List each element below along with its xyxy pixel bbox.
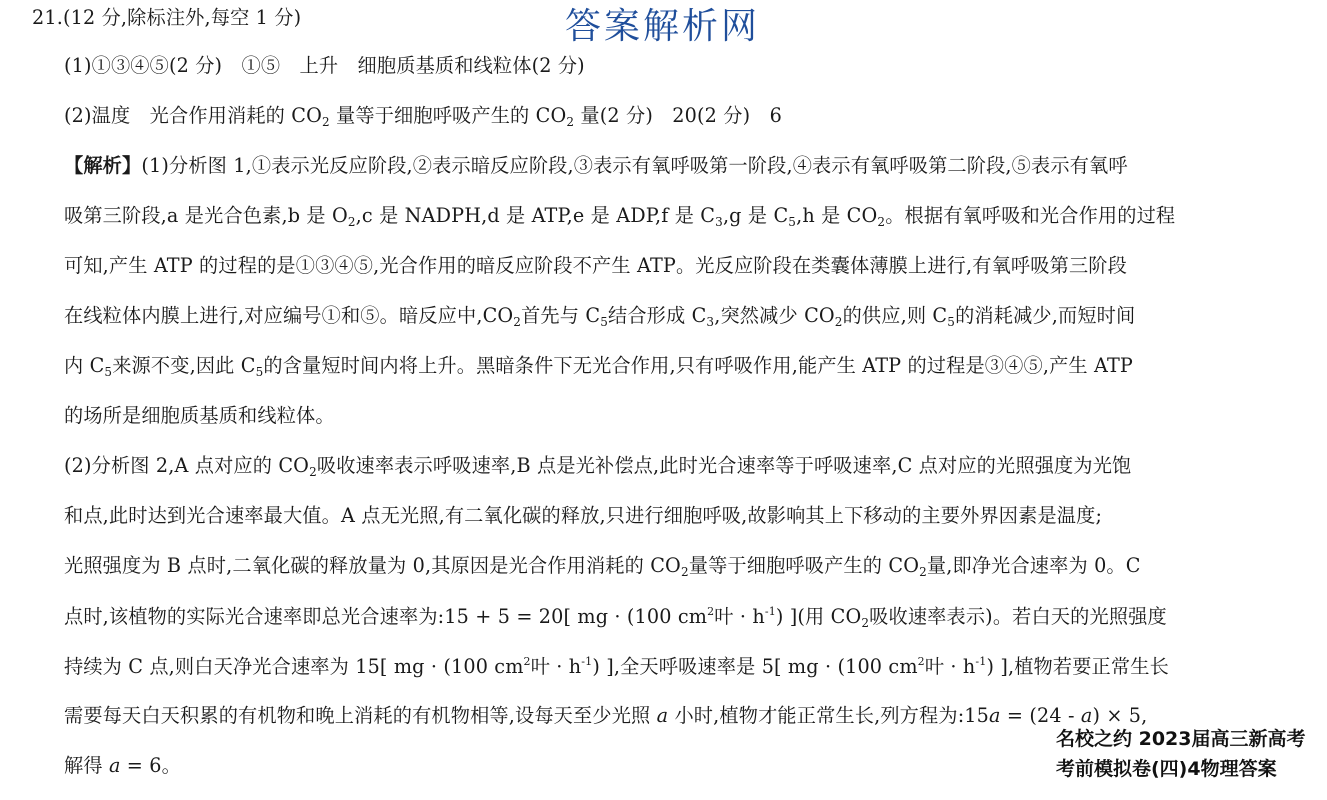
analysis-paragraph-1-line-3: 可知,产生 ATP 的过程的是①③④⑤,光合作用的暗反应阶段不产生 ATP。光反应阶段在类囊体薄膜上进行,有氧呼吸第三阶段: [64, 254, 1127, 277]
analysis-paragraph-1-line-6: 的场所是细胞质基质和线粒体。: [64, 404, 335, 427]
analysis-paragraph-2-line-2: 和点,此时达到光合速率最大值。A 点无光照,有二氧化碳的释放,只进行细胞呼吸,故影响其上下移动的主要外界因素是温度;: [64, 504, 1103, 527]
analysis-paragraph-1-line-4: 在线粒体内膜上进行,对应编号①和⑤。暗反应中$,CO_2$首先与 $C_5$结合形成 $C_3$,突然减少 $CO_2$的供应,则 $C_5$的消耗减少,而短时间: [64, 304, 1136, 329]
analysis-paragraph-2-line-6: 需要每天白天积累的有机物和晚上消耗的有机物相等,设每天至少光照 a 小时,植物才能正常生长,列方程为:15a = (24 - a) × 5,: [64, 704, 1148, 727]
analysis-paragraph-2-line-5: 持续为 C 点,则白天净光合速率为 15[ mg · (100 $cm^2$叶 · $h^{-1}$) ],全天呼吸速率是 5[ mg · (100 $cm^2$叶 · $h^{-1}$) ],植物若要正常生长: [64, 655, 1169, 678]
analysis-label: 【解析】: [64, 154, 142, 177]
analysis-paragraph-1-line-5: 内 $C_5$来源不变,因此 $C_5$的含量短时间内将上升。黑暗条件下无光合作用,只有呼吸作用,能产生 ATP 的过程是③④⑤,产生 ATP: [64, 354, 1133, 379]
analysis-paragraph-2-line-3: 光照强度为 B 点时,二氧化碳的释放量为 0,其原因是光合作用消耗的 $CO_2$量等于细胞呼吸产生的 $CO_2$量,即净光合速率为 0。C: [64, 554, 1141, 579]
footer-line-2: 考前模拟卷(四)4物理答案: [1056, 758, 1277, 780]
answer-part-1: (1)①③④⑤(2 分) ①⑤ 上升 细胞质基质和线粒体(2 分): [64, 54, 585, 77]
analysis-paragraph-2-line-4: 点时,该植物的实际光合速率即总光合速率为:15 + 5 = 20[ mg · (100 $cm^2$叶 · $h^{-1}$) ](用 $CO_2$吸收速率表示)。若白天的光照强度: [64, 605, 1167, 630]
analysis-paragraph-1-line-2: 吸第三阶段,a 是光合色素,b 是 $O_2,c$ 是 NADPH,d 是 ATP,e 是 ADP,f 是 $C_3,g$ 是 $C_5,h$ 是 $CO_2$。根据有氧呼吸和光合作用的过程: [64, 204, 1176, 229]
analysis-paragraph-2-line-1: (2)分析图 2,A 点对应的 $CO_2$吸收速率表示呼吸速率,B 点是光补偿点,此时光合速率等于呼吸速率,C 点对应的光照强度为光饱: [64, 454, 1132, 479]
question-header: 21.(12 分,除标注外,每空 1 分): [32, 6, 302, 29]
watermark-title: 答案解析网: [565, 6, 761, 47]
analysis-paragraph-2-line-7: 解得 a = 6。: [64, 754, 181, 777]
answer-part-2: (2)温度 光合作用消耗的 $CO_2$ 量等于细胞呼吸产生的 $CO_2$ 量(2 分) 20(2 分) 6: [64, 104, 782, 129]
analysis-paragraph-1-line-1: 【解析】(1)分析图 1,①表示光反应阶段,②表示暗反应阶段,③表示有氧呼吸第一阶段,④表示有氧呼吸第二阶段,⑤表示有氧呼: [64, 154, 1128, 177]
footer-line-1: 名校之约 2023届高三新高考: [1056, 728, 1306, 750]
